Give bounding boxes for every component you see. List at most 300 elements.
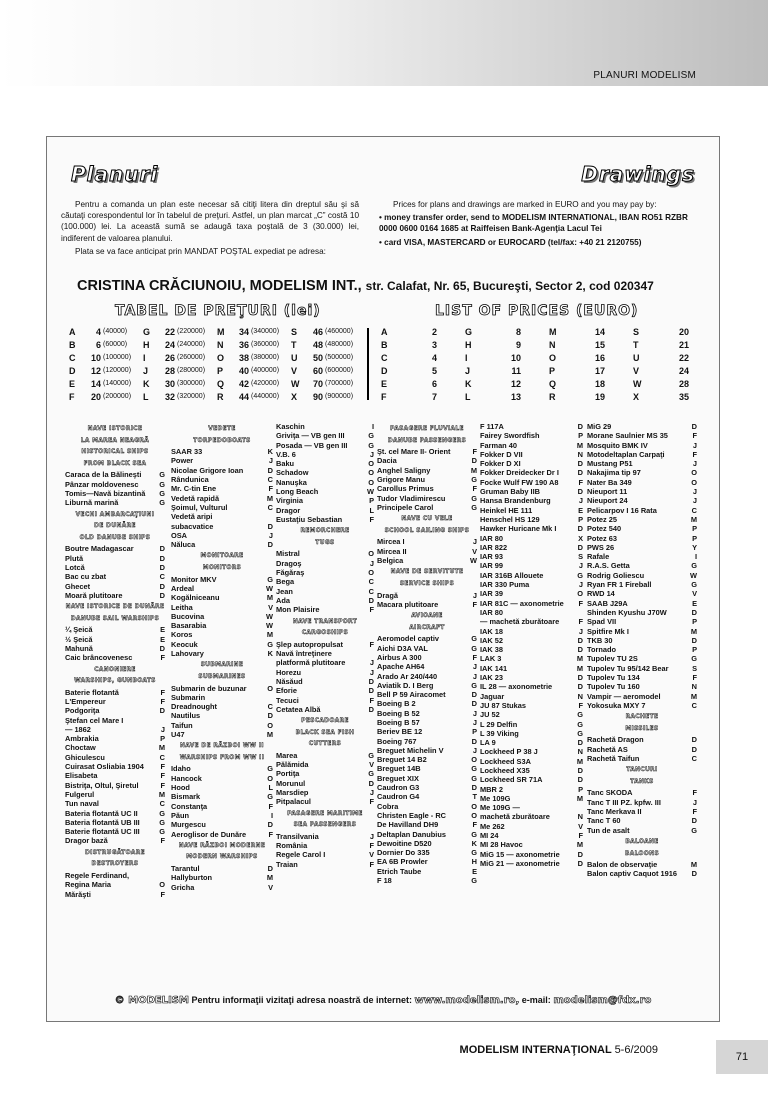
catalog-item: [587, 422, 697, 431]
price-code: D: [267, 521, 273, 531]
item-name: Submarin de buzunar: [171, 683, 247, 693]
item-name: platformă plutitoare: [276, 658, 346, 668]
item-name: Boutre Madagascar: [65, 544, 134, 554]
catalog-item: [276, 577, 374, 586]
price-code: G: [159, 827, 165, 837]
catalog-item: [65, 644, 165, 653]
catalog-item: [276, 450, 374, 459]
item-name: IAK 52: [480, 635, 504, 645]
price-code: O: [368, 459, 374, 469]
price-code: G: [159, 808, 165, 818]
price-value: 34: [238, 327, 249, 337]
price-code: M: [576, 654, 583, 664]
catalog-item: [377, 792, 477, 801]
item-name: U47: [171, 729, 185, 739]
item-name: Principele Carol: [377, 502, 434, 512]
price-code: D: [159, 643, 165, 653]
price-code: K: [471, 838, 477, 848]
catalog-column-5: [480, 422, 583, 868]
price-code: M: [266, 729, 273, 739]
catalog-item: [480, 524, 583, 533]
catalog-item: [587, 745, 697, 754]
item-name: Marea: [276, 750, 298, 760]
catalog-item: [480, 766, 583, 775]
catalog-item: [377, 447, 477, 456]
price-code: P: [578, 514, 583, 524]
item-name: F 18: [377, 876, 392, 886]
section-heading: NAVE TRANSPORT: [292, 618, 358, 625]
catalog-item: [276, 506, 374, 515]
catalog-item: [480, 543, 583, 552]
item-name: Năsăud: [276, 676, 303, 686]
item-name: Mircea II: [377, 546, 407, 556]
item-name: Me 109G —: [480, 803, 520, 813]
section-heading: FROM BLACK SEA: [83, 460, 147, 467]
item-name: SAAB J29A: [587, 598, 628, 608]
item-name: Fulgerul: [65, 789, 95, 799]
price-code: D: [368, 595, 374, 605]
catalog-item: [171, 802, 273, 811]
item-name: Beriev BE 12: [377, 727, 423, 737]
intro-en-bullet-transfer: • money transfer order, send to MODELISM INTERNATIONAL, IBAN RO51 RZBR 0000 0600 0164 1685 at Raiffeisen Bank-Agenţia Lacul Tei: [379, 213, 688, 234]
price-code: D: [577, 738, 583, 748]
item-name: Heinkel HE 111: [480, 505, 533, 515]
item-name: Tecuci: [276, 695, 299, 705]
item-name: Mahună: [65, 643, 93, 653]
section-heading: RACHETE: [625, 714, 659, 721]
price-letter: E: [69, 379, 76, 389]
item-name: Bucovina: [171, 611, 205, 621]
catalog-item: [65, 582, 165, 591]
item-name: IAR 81C — axonometrie: [480, 598, 564, 608]
item-name: Liburnă marină: [65, 498, 119, 508]
section-heading: AVIOANE: [411, 613, 443, 620]
item-name: Aichi D3A VAL: [377, 643, 428, 653]
price-letter: C: [381, 353, 388, 363]
catalog-item: [480, 859, 583, 868]
price-code: F: [472, 484, 477, 494]
catalog-item: [377, 547, 477, 556]
item-name: Basarabia: [171, 621, 207, 631]
section-heading: CUTTERS: [308, 741, 342, 748]
section-heading: TORPEDOBOATS: [193, 437, 251, 444]
price-code: W: [690, 570, 697, 580]
item-name: Lockheed SR 71A: [480, 775, 543, 785]
item-name: Farman 40: [480, 440, 517, 450]
catalog-item: [587, 561, 697, 570]
item-name: Nautilus: [171, 711, 201, 721]
item-name: Hood: [171, 783, 190, 793]
item-name: Deltaplan Danubius: [377, 829, 446, 839]
email-link[interactable]: modelism@fdx.ro: [553, 995, 652, 1006]
price-value: 60: [312, 366, 323, 376]
item-name: Cuirasat Osliabia 1904: [65, 762, 144, 772]
price-value: 40: [238, 366, 249, 376]
price-code: F: [578, 831, 583, 841]
catalog-item: [587, 701, 697, 710]
section-heading: MONITOARE: [200, 553, 244, 560]
price-letter: D: [69, 366, 76, 376]
price-value: 18: [594, 379, 605, 389]
item-name: Lotcă: [65, 562, 85, 572]
catalog-item: [480, 747, 583, 756]
price-value: 15: [594, 340, 605, 350]
price-code: D: [691, 635, 697, 645]
catalog-item: [480, 812, 583, 821]
catalog-item: [587, 627, 697, 636]
item-name: Ardeal: [171, 583, 195, 593]
catalog-item: [480, 664, 583, 673]
catalog-item: [587, 459, 697, 468]
catalog-item: [65, 470, 165, 479]
item-name: IAR 316B Allouete: [480, 570, 544, 580]
item-name: Dragă: [377, 590, 398, 600]
catalog-item: [171, 630, 273, 639]
item-name: IAR 80: [480, 607, 504, 617]
item-name: Tupolev Tu 95/142 Bear: [587, 663, 669, 673]
price-value: 70: [312, 379, 323, 389]
catalog-item: [65, 697, 165, 706]
catalog-item: [480, 571, 583, 580]
lei-price-row: [69, 379, 361, 392]
catalog-item: [377, 456, 477, 465]
price-value: 10: [510, 353, 521, 363]
item-name: Tudor Vladimirescu: [377, 493, 446, 503]
catalog-item: [65, 890, 165, 899]
catalog-item: [377, 774, 477, 783]
euro-price-row: [381, 353, 701, 366]
catalog-item: [480, 850, 583, 859]
price-code: J: [369, 558, 374, 568]
price-code: C: [159, 572, 165, 582]
item-name: Anghel Saligny: [377, 465, 431, 475]
price-letter: L: [143, 392, 149, 402]
price-code: P: [369, 496, 374, 506]
catalog-item: [377, 690, 477, 699]
price-code: G: [267, 792, 273, 802]
price-code: E: [472, 866, 477, 876]
section-heading: CARGOSHIPS: [301, 630, 349, 637]
price-code: E: [578, 505, 583, 515]
price-code: M: [690, 860, 697, 870]
catalog-item: [480, 561, 583, 570]
catalog-item: [377, 634, 477, 643]
item-name: Tanc T III PZ. kpfw. III: [587, 797, 661, 807]
catalog-item: [480, 775, 583, 784]
price-letter: L: [465, 392, 471, 402]
price-code: J: [369, 788, 374, 798]
catalog-item: [480, 729, 583, 738]
section-heading: OLD DANUBE SHIPS: [79, 534, 151, 541]
item-name: Boeing B 52: [377, 708, 420, 718]
catalog-item: [171, 649, 273, 658]
section-heading: NAVE DE RĂZBOI WW II: [180, 743, 264, 750]
item-name: ½ Şeică: [65, 634, 93, 644]
price-code: S: [578, 552, 583, 562]
catalog-item: [587, 645, 697, 654]
price-letter: H: [465, 340, 472, 350]
price-value: 24: [678, 366, 689, 376]
item-name: Vedetă rapidă: [171, 493, 220, 503]
item-name: Nicolae Grigore Ioan: [171, 465, 244, 475]
catalog-item: [65, 725, 165, 734]
catalog-item: [65, 572, 165, 581]
price-letter: A: [69, 327, 76, 337]
price-code: E: [692, 598, 697, 608]
item-name: MI 28 Havoc: [480, 840, 523, 850]
price-letter: N: [549, 340, 556, 350]
drawings-heading: Drawings: [581, 162, 695, 186]
item-name: Caraca de la Bălineşti: [65, 470, 142, 480]
item-name: SAAR 33: [171, 447, 203, 457]
catalog-item: [171, 783, 273, 792]
price-code: M: [158, 743, 165, 753]
item-name: IL 28 — axonometrie: [480, 682, 553, 692]
catalog-item: [65, 706, 165, 715]
item-name: Fokker D XI: [480, 459, 521, 469]
catalog-item: [587, 468, 697, 477]
price-code: O: [471, 755, 477, 765]
item-name: L 39 Viking: [480, 728, 519, 738]
catalog-item: [480, 431, 583, 440]
item-name: Me 262: [480, 821, 505, 831]
catalog-item: [377, 484, 477, 493]
catalog-item: [587, 636, 697, 645]
price-old-value: (140000): [103, 380, 132, 387]
price-value: 11: [511, 366, 521, 376]
catalog-item: [171, 621, 273, 630]
item-name: Regina Maria: [65, 880, 112, 890]
price-code: J: [692, 496, 697, 506]
item-name: Ryan FR 1 Fireball: [587, 580, 652, 590]
item-name: Caudron G4: [377, 792, 420, 802]
item-name: Virginia: [276, 496, 303, 506]
catalog-item: [276, 860, 374, 869]
item-name: Bateria flotantă UB III: [65, 817, 140, 827]
catalog-item: [480, 738, 583, 747]
item-name: Dewoitine D520: [377, 838, 432, 848]
item-name: Idaho: [171, 764, 191, 774]
price-code: F: [160, 771, 165, 781]
section-heading: SEA PASSENGERS: [293, 822, 357, 829]
item-name: Rachetă AS: [587, 744, 628, 754]
catalog-item: [587, 673, 697, 682]
catalog-item: [377, 556, 477, 565]
item-name: Pălămida: [276, 760, 309, 770]
catalog-item: [377, 802, 477, 811]
item-name: V.B. 6: [276, 449, 296, 459]
price-code: D: [691, 744, 697, 754]
catalog-item: [480, 617, 583, 626]
catalog-item: [377, 591, 477, 600]
item-name: Boeing B 57: [377, 717, 420, 727]
price-code: F: [268, 801, 273, 811]
price-code: M: [470, 465, 477, 475]
price-value: 48: [312, 340, 323, 350]
price-code: F: [369, 859, 374, 869]
price-letter: P: [217, 366, 224, 376]
price-code: Y: [692, 542, 697, 552]
price-code: F: [160, 836, 165, 846]
price-code: D: [691, 869, 697, 879]
item-name: Ghecet: [65, 581, 91, 591]
item-name: Horezu: [276, 667, 302, 677]
catalog-item: [377, 755, 477, 764]
section-heading: WARSHIPS, GUNBOATS: [74, 678, 156, 685]
price-code: W: [266, 621, 273, 631]
item-name: Henschel HS 129: [480, 514, 540, 524]
price-code: F: [472, 599, 477, 609]
price-code: P: [692, 524, 697, 534]
price-code: V: [369, 760, 374, 770]
item-name: OSA: [171, 530, 188, 540]
price-code: F: [369, 514, 374, 524]
price-code: P: [692, 533, 697, 543]
catalog-item: [377, 699, 477, 708]
item-name: Yokosuka MXY 7: [587, 700, 646, 710]
price-letter: T: [291, 340, 297, 350]
catalog-item: [480, 831, 583, 840]
euro-price-row: [381, 327, 701, 340]
item-name: Balon de observaţie: [587, 860, 658, 870]
catalog-item: [587, 682, 697, 691]
catalog-item: [65, 489, 165, 498]
catalog-item: [480, 636, 583, 645]
item-name: Spad VII: [587, 617, 617, 627]
item-name: Keocuk: [171, 639, 198, 649]
price-code: G: [267, 574, 273, 584]
catalog-item: [65, 498, 165, 507]
price-value: 90: [312, 392, 323, 402]
section-heading: CANONIERE: [94, 666, 136, 673]
item-name: Mircea I: [377, 537, 405, 547]
section-heading: REMORCHERE: [300, 528, 350, 535]
price-code: O: [368, 568, 374, 578]
item-name: Fairey Swordfish: [480, 431, 540, 441]
price-code: F: [369, 695, 374, 705]
price-code: N: [577, 747, 583, 757]
price-code: V: [369, 850, 374, 860]
item-name: Potez 540: [587, 524, 622, 534]
item-name: Tun naval: [65, 799, 99, 809]
catalog-item: [65, 871, 165, 880]
item-name: Pânzar moldovenesc: [65, 479, 139, 489]
catalog-item: [171, 864, 273, 873]
price-code: M: [266, 593, 273, 603]
item-name: Aeromodel captiv: [377, 634, 440, 644]
item-name: Transilvania: [276, 831, 319, 841]
magazine-title: MODELISM INTERNAŢIONAL: [459, 1044, 612, 1056]
catalog-item: [171, 503, 273, 512]
catalog-item: [65, 880, 165, 889]
catalog-item: [377, 672, 477, 681]
price-code: J: [692, 797, 697, 807]
price-code: M: [576, 440, 583, 450]
price-letter: B: [381, 340, 388, 350]
section-heading: NAVE ISTORICE DE DUNĂRE: [65, 604, 165, 611]
price-letter: K: [465, 379, 472, 389]
price-code: C: [267, 475, 273, 485]
item-name: Schadow: [276, 468, 309, 478]
price-code: D: [577, 635, 583, 645]
price-value: 9: [515, 340, 521, 350]
section-heading: WARSHIPS FROM WW II: [179, 754, 265, 761]
price-old-value: (300000): [177, 380, 206, 387]
item-name: Şt. cel Mare II- Orient: [377, 447, 451, 457]
item-name: Rachetă Taifun: [587, 753, 640, 763]
catalog-item: [377, 848, 477, 857]
price-letter: W: [633, 379, 642, 389]
price-letter: O: [217, 353, 225, 363]
item-name: Vampir — aeromodel: [587, 691, 661, 701]
catalog-item: [587, 798, 697, 807]
price-code: J: [268, 530, 273, 540]
catalog-item: [276, 459, 374, 468]
price-code: J: [472, 537, 477, 547]
price-code: J: [578, 496, 583, 506]
catalog-item: [587, 788, 697, 797]
item-name: Rachetă Dragon: [587, 735, 644, 745]
price-code: D: [159, 706, 165, 716]
item-name: Focke Wulf FW 190 A8: [480, 477, 559, 487]
price-code: D: [577, 765, 583, 775]
item-name: subacvatice: [171, 521, 214, 531]
price-code: F: [472, 820, 477, 830]
website-link[interactable]: www.modelism.ro,: [414, 995, 520, 1006]
price-value: 12: [510, 379, 521, 389]
price-old-value: (600000): [325, 367, 354, 374]
catalog-item: [480, 692, 583, 701]
price-old-value: (460000): [325, 328, 354, 335]
catalog-item: [276, 587, 374, 596]
catalog-column-3: [276, 422, 374, 869]
price-value: 16: [594, 353, 605, 363]
price-value: 6: [95, 340, 101, 350]
item-name: Nanuşka: [276, 477, 307, 487]
price-letter: Q: [549, 379, 557, 389]
catalog-item: [171, 475, 273, 484]
price-letter: I: [465, 353, 468, 363]
price-code: C: [267, 702, 273, 712]
price-code: F: [160, 762, 165, 772]
price-letter: U: [291, 353, 298, 363]
price-code: E: [160, 625, 165, 635]
item-name: Nakajima tip 97: [587, 468, 641, 478]
price-old-value: (500000): [325, 354, 354, 361]
catalog-item: [587, 580, 697, 589]
item-name: Făgăraş: [276, 568, 305, 578]
price-code: D: [577, 858, 583, 868]
item-name: LA 9: [480, 738, 496, 748]
section-heading: VEDETE: [208, 426, 236, 432]
catalog-item: [480, 803, 583, 812]
price-code: O: [471, 801, 477, 811]
price-letter: H: [143, 340, 150, 350]
catalog-item: [276, 468, 374, 477]
item-name: Ştefan cel Mare I: [65, 715, 124, 725]
price-code: V: [472, 546, 477, 556]
catalog-item: [480, 757, 583, 766]
item-name: IAR 330 Puma: [480, 580, 530, 590]
item-name: Regele Carol I: [276, 850, 326, 860]
section-heading: BLACK SEA FISH: [295, 729, 355, 736]
price-value: 19: [594, 392, 605, 402]
intro-ro-payment: Plata se va face anticipat prin MANDAT POŞTAL expediat pe adresa:: [75, 246, 326, 256]
price-code: G: [159, 479, 165, 489]
catalog-item: [480, 794, 583, 803]
price-code: D: [267, 711, 273, 721]
item-name: Morunul: [276, 778, 306, 788]
